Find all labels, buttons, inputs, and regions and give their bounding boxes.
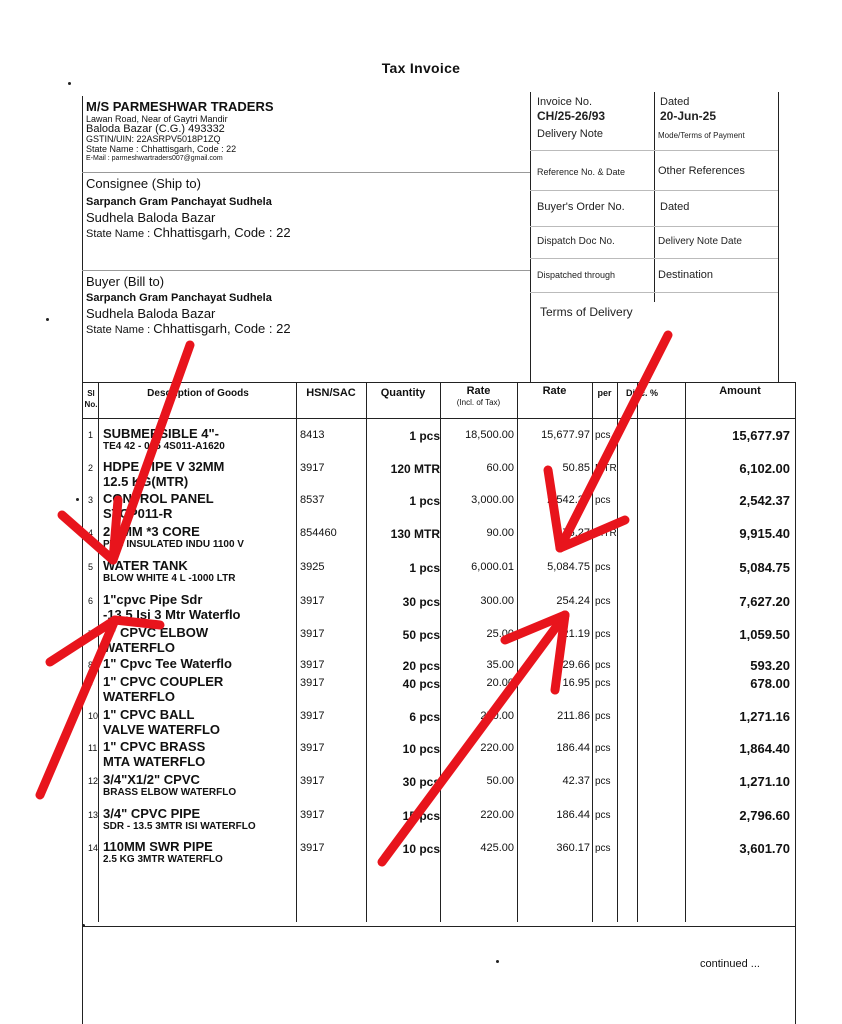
row-sl-number: 13 [88,810,99,820]
terms-of-delivery-label: Terms of Delivery [540,305,633,319]
row-rate: 29.66 [562,659,590,671]
col-header-hsn: HSN/SAC [306,387,356,399]
arrow-down-right [548,335,668,548]
row-rate: 5,084.75 [547,561,590,573]
seller-email: E-Mail : parmeshwartraders007@gmail.com [86,155,223,162]
row-hsn: 854460 [300,527,337,539]
row-rate: 254.24 [556,595,590,607]
row-quantity: 6 pcs [409,710,440,724]
row-per: pcs [595,711,611,722]
dispatched-through-label: Dispatched through [537,270,616,280]
row-rate: 16.95 [562,677,590,689]
row-description-main: 1" CPVC BALL [103,707,195,722]
row-hsn: 3917 [300,462,325,474]
row-quantity: 1 pcs [409,561,440,575]
row-rate: 360.17 [556,842,590,854]
row-description-main: CONTROL PANEL [103,491,214,506]
col-header-rate: Rate [542,385,567,397]
row-amount: 1,271.16 [739,709,790,724]
row-sl-number: 2 [88,463,94,473]
seller-gstin: GSTIN/UIN: 22ASRPV5018P1ZQ [86,134,221,144]
mode-terms-label: Mode/Terms of Payment [658,131,745,140]
arrow-down-right-stroke [548,470,560,548]
row-hsn: 3917 [300,595,325,607]
rate-incl-label: Rate [466,385,491,397]
row-description-main: WATER TANK [103,558,188,573]
row-description-main: 1" CPVC BRASS [103,739,206,754]
dated-label: Dated [660,96,690,108]
row-rate: 42.37 [562,775,590,787]
arrow-down-left [62,345,190,560]
row-description-sub: BLOW WHITE 4 L -1000 LTR [103,573,236,584]
row-description-main: 1" Cpvc Tee Waterflo [103,656,232,671]
row-description-sub: STCP011-R [103,506,173,521]
row-rate-incl: 220.00 [480,809,514,821]
row-per: pcs [595,743,611,754]
row-amount: 2,542.37 [739,493,790,508]
row-per: pcs [595,678,611,689]
row-sl-number: 11 [88,743,98,753]
row-description-main: 1"cpvc Pipe Sdr [103,592,203,607]
row-description-sub: TE4 42 - 045 4S011-A1620 [103,441,225,452]
buyer-state-label: State Name : [86,324,151,336]
row-rate-incl: 20.00 [486,677,514,689]
row-sl-number: 3 [88,495,94,505]
dispatch-doc-label: Dispatch Doc No. [537,236,615,247]
row-quantity: 15 pcs [402,809,440,823]
row-description-sub: MTA WATERFLO [103,754,206,769]
row-quantity: 30 pcs [402,775,440,789]
document-title: Tax Invoice [381,60,461,76]
col-header-per: per [597,388,612,398]
consignee-line-1: Sarpanch Gram Panchayat Sudhela [86,196,272,208]
dated-value: 20-Jun-25 [660,109,717,123]
row-description-sub: -13.5 Isi 3 Mtr Waterflo [103,607,241,622]
buyer-line-2: Sudhela Baloda Bazar [86,306,216,321]
row-rate: 50.85 [562,462,590,474]
row-rate-incl: 3,000.00 [471,494,514,506]
row-rate: 211.86 [557,710,590,722]
col-header-disc: Disc. % [625,388,658,398]
row-per: pcs [595,629,611,640]
row-amount: 2,796.60 [739,808,790,823]
row-description-main: HDPE PIPE V 32MM [103,459,225,474]
row-hsn: 8413 [300,429,325,441]
seller-name: M/S PARMESHWAR TRADERS [86,99,274,114]
row-description-sub: PVC INSULATED INDU 1100 V [103,539,244,550]
row-per: pcs [595,430,611,441]
row-rate-incl: 6,000.01 [471,561,514,573]
row-quantity: 20 pcs [402,659,440,673]
row-quantity: 1 pcs [409,429,440,443]
row-quantity: 120 MTR [390,462,440,476]
rate-incl-sub: (Incl. of Tax) [456,398,501,407]
arrow-up-right [382,615,565,862]
consignee-label: Consignee (Ship to) [86,176,201,191]
row-rate-incl: 60.00 [486,462,514,474]
row-rate-incl: 300.00 [480,595,514,607]
row-amount: 3,601.70 [739,841,790,856]
invoice-no: CH/25-26/93 [537,109,606,123]
dated2-label: Dated [660,201,690,213]
row-sl-number: 1 [88,430,94,440]
seller-address-2: Baloda Bazar (C.G.) 493332 [86,123,225,135]
buyers-order-label: Buyer's Order No. [537,201,625,213]
row-sl-number: 5 [88,562,94,572]
row-per: pcs [595,843,611,854]
row-rate-incl: 250.00 [480,710,514,722]
seller-address-1: Lawan Road, Near of Gaytri Mandir [86,114,228,124]
row-hsn: 3917 [300,659,325,671]
row-per: pcs [595,660,611,671]
seller-state: State Name : Chhattisgarh, Code : 22 [86,144,237,154]
row-rate-incl: 35.00 [486,659,514,671]
other-references-label: Other References [658,165,745,177]
row-rate-incl: 90.00 [486,527,514,539]
buyer-label: Buyer (Bill to) [86,274,165,289]
row-quantity: 130 MTR [390,527,440,541]
row-hsn: 3917 [300,809,325,821]
consignee-state-label: State Name : [86,228,151,240]
row-description-sub: 2.5 KG 3MTR WATERFLO [103,854,223,865]
row-hsn: 3917 [300,775,325,787]
row-rate: 2,542.37 [547,494,590,506]
arrow-down-left-stroke [113,500,118,560]
row-rate: 76.27 [562,527,590,539]
row-description-sub: WATERFLO [103,640,175,655]
destination-label: Destination [658,269,714,281]
row-sl-number: 8 [88,660,94,670]
row-amount: 6,102.00 [739,461,790,476]
row-quantity: 30 pcs [402,595,440,609]
row-description-sub: WATERFLO [103,689,175,704]
row-description-main: 1" CPVC ELBOW [103,625,209,640]
row-rate-incl: 18,500.00 [465,429,514,441]
row-hsn: 3917 [300,677,325,689]
row-sl-number: 6 [88,596,94,606]
arrow-up-right-stroke [382,615,565,862]
row-rate-incl: 425.00 [480,842,514,854]
row-description-sub: VALVE WATERFLO [103,722,220,737]
buyer-state-value: Chhattisgarh, Code : 22 [153,321,291,336]
arrow-up-left [40,620,160,795]
row-rate: 21.19 [562,628,590,640]
row-per: pcs [595,495,611,506]
col-header-quantity: Quantity [380,387,426,399]
row-amount: 1,271.10 [739,774,790,789]
arrow-down-left-stroke [62,515,113,560]
row-quantity: 50 pcs [402,628,440,642]
arrow-down-left-stroke [113,345,190,560]
delivery-note-date-label: Delivery Note Date [658,236,742,247]
row-rate: 186.44 [556,742,590,754]
row-description-main: 1" CPVC COUPLER [103,674,224,689]
row-description-sub: SDR - 13.5 3MTR ISI WATERFLO [103,821,256,832]
row-sl-number: 10 [88,711,99,721]
row-description-main: 3/4"X1/2" CPVC [103,772,200,787]
row-per: pcs [595,562,611,573]
row-description-main: 2.5MM *3 CORE [103,524,200,539]
row-amount: 9,915.40 [739,526,790,541]
row-amount: 1,059.50 [739,627,790,642]
row-description-main: SUBMERSIBLE 4"- [103,426,219,441]
row-per: pcs [595,810,611,821]
row-rate: 186.44 [556,809,590,821]
col-header-sl: Sl No. [84,389,98,409]
row-hsn: 3917 [300,628,325,640]
arrow-up-left-stroke [115,620,160,625]
row-quantity: 10 pcs [402,742,440,756]
row-rate: 15,677.97 [541,429,590,441]
row-per: MTR [595,528,617,539]
row-description-main: 110MM SWR PIPE [103,839,213,854]
row-quantity: 40 pcs [402,677,440,691]
row-rate-incl: 25.00 [486,628,514,640]
row-hsn: 3925 [300,561,325,573]
row-amount: 1,864.40 [739,741,790,756]
row-sl-number: 14 [88,843,99,853]
row-hsn: 3917 [300,742,325,754]
row-sl-number: 4 [88,528,94,538]
consignee-state-value: Chhattisgarh, Code : 22 [153,225,291,240]
row-amount: 593.20 [750,658,790,673]
row-sl-number: 9 [88,678,94,688]
row-description-sub: BRASS ELBOW WATERFLO [103,787,237,798]
delivery-note-label: Delivery Note [537,128,604,140]
row-hsn: 8537 [300,494,325,506]
row-quantity: 1 pcs [409,494,440,508]
buyer-line-1: Sarpanch Gram Panchayat Sudhela [86,292,272,304]
row-amount: 7,627.20 [739,594,790,609]
arrow-down-right-stroke [560,335,668,548]
reference-label: Reference No. & Date [537,167,626,177]
row-per: MTR [595,463,617,474]
row-description-main: 3/4" CPVC PIPE [103,806,201,821]
continued-text: continued ... [700,958,760,970]
invoice-no-label: Invoice No. [537,96,593,108]
row-per: pcs [595,596,611,607]
row-sl-number: 12 [88,776,99,786]
consignee-line-2: Sudhela Baloda Bazar [86,210,216,225]
row-quantity: 10 pcs [402,842,440,856]
row-amount: 15,677.97 [732,428,790,443]
row-sl-number: 7 [88,629,94,639]
row-hsn: 3917 [300,710,325,722]
row-description-sub: 12.5 KG(MTR) [103,474,189,489]
col-header-amount: Amount [719,385,761,397]
row-hsn: 3917 [300,842,325,854]
row-amount: 678.00 [750,676,790,691]
col-header-description: Description of Goods [147,388,249,399]
row-rate-incl: 220.00 [480,742,514,754]
row-amount: 5,084.75 [739,560,790,575]
row-rate-incl: 50.00 [486,775,514,787]
row-per: pcs [595,776,611,787]
